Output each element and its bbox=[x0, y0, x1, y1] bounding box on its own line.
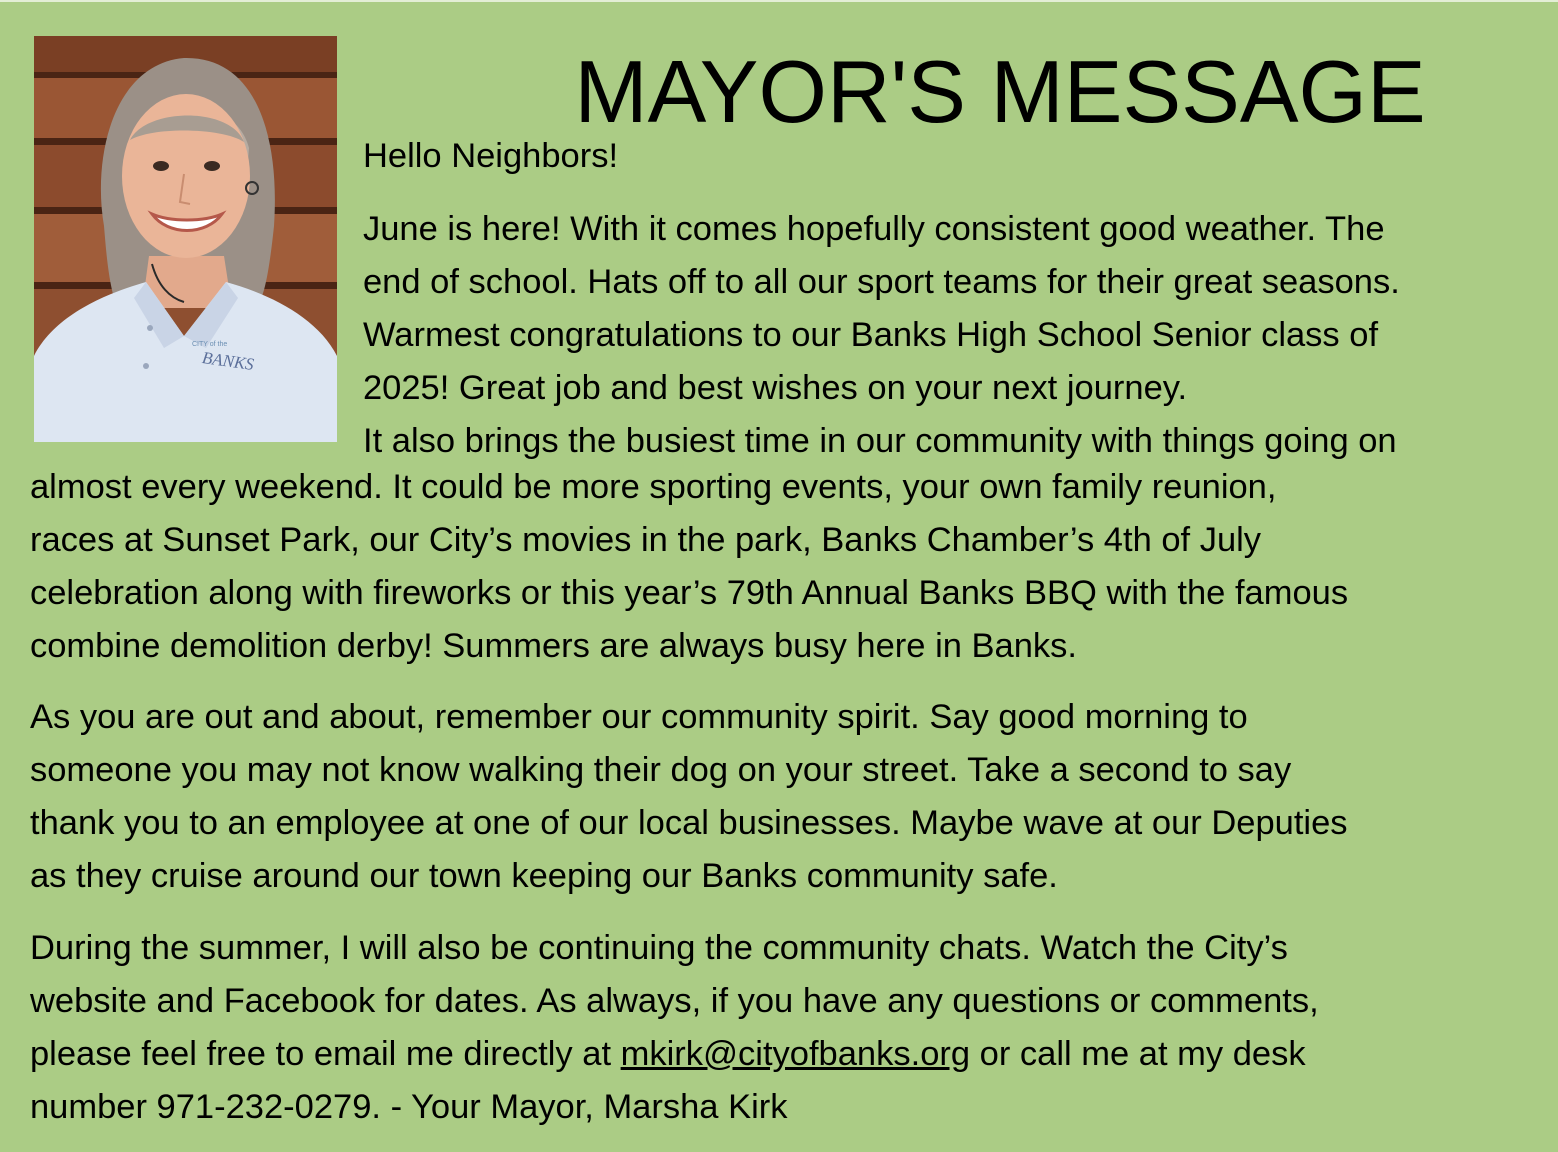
svg-text:CITY of the: CITY of the bbox=[192, 341, 228, 348]
body-line: It also brings the busiest time in our community with things going on bbox=[363, 422, 1397, 460]
body-line: As you are out and about, remember our community spirit. Say good morning to bbox=[30, 698, 1248, 736]
svg-text:BANKS: BANKS bbox=[200, 348, 256, 375]
body-line: website and Facebook for dates. As always, if you have any questions or comments, bbox=[30, 982, 1319, 1020]
email-line-before: please feel free to email me directly at bbox=[30, 1035, 621, 1073]
email-line-after: or call me at my desk bbox=[970, 1035, 1306, 1073]
body-line: end of school. Hats off to all our sport teams for their great seasons. bbox=[363, 263, 1400, 301]
email-link[interactable]: mkirk@cityofbanks.org bbox=[620, 1035, 971, 1073]
body-line: someone you may not know walking their dog on your street. Take a second to say bbox=[30, 751, 1292, 789]
body-line: 2025! Great job and best wishes on your next journey. bbox=[363, 369, 1188, 407]
mayor-portrait bbox=[34, 36, 337, 442]
body-line: races at Sunset Park, our City’s movies in the park, Banks Chamber’s 4th of July bbox=[30, 521, 1262, 559]
body-line: June is here! With it comes hopefully consistent good weather. The bbox=[363, 210, 1385, 248]
greeting: Hello Neighbors! bbox=[363, 137, 619, 175]
email-line bbox=[30, 1028, 1306, 1081]
top-edge bbox=[0, 0, 1558, 2]
body-line: During the summer, I will also be continuing the community chats. Watch the City’s bbox=[30, 929, 1288, 967]
page-title: MAYOR'S MESSAGE bbox=[574, 42, 1426, 141]
body-line: thank you to an employee at one of our local businesses. Maybe wave at our Deputies bbox=[30, 804, 1348, 842]
body-line: Warmest congratulations to our Banks High School Senior class of bbox=[363, 316, 1379, 354]
body-line: combine demolition derby! Summers are always busy here in Banks. bbox=[30, 627, 1077, 665]
body-line: as they cruise around our town keeping our Banks community safe. bbox=[30, 857, 1058, 895]
body-line: almost every weekend. It could be more sporting events, your own family reunion, bbox=[30, 468, 1277, 506]
closing-signature: number 971-232-0279. - Your Mayor, Marsha Kirk bbox=[30, 1088, 788, 1126]
body-line: celebration along with fireworks or this year’s 79th Annual Banks BBQ with the famous bbox=[30, 574, 1349, 612]
